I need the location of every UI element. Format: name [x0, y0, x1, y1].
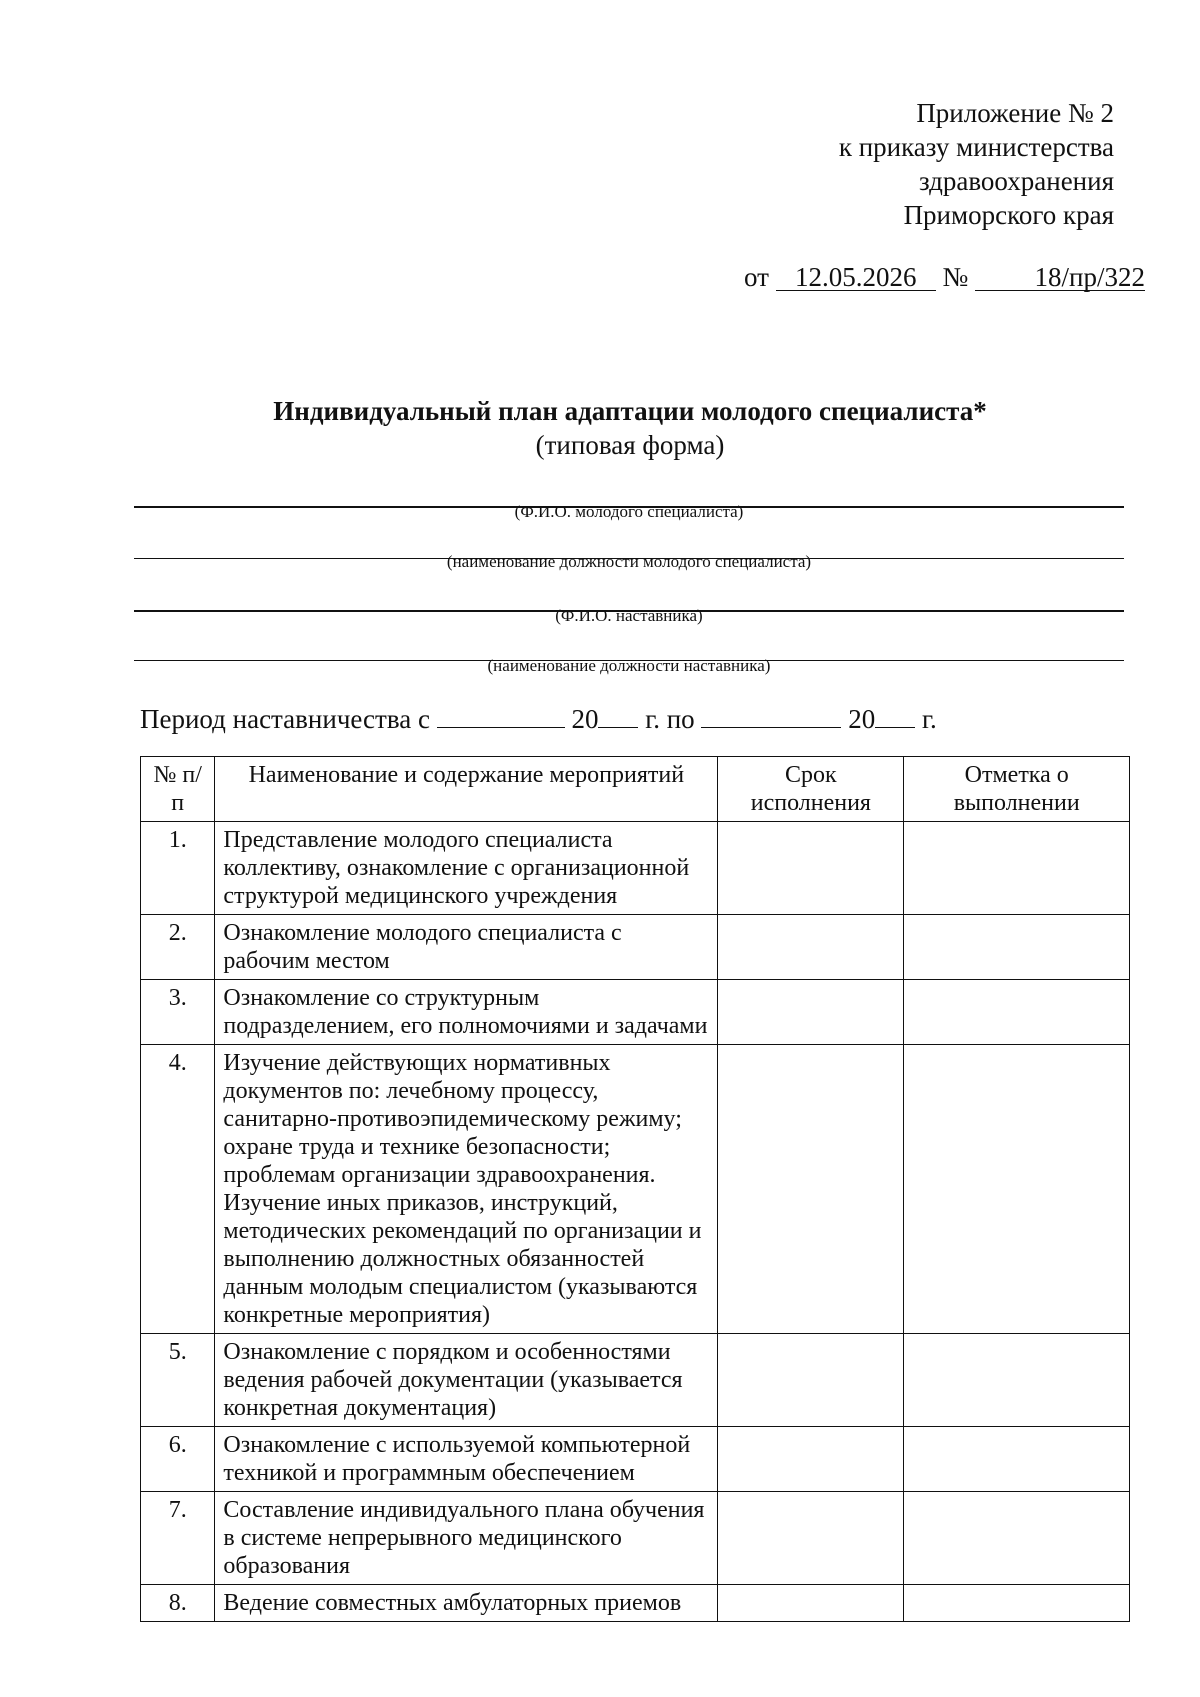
mentor-name-caption: (Ф.И.О. наставника): [555, 606, 703, 625]
row-mark-cell[interactable]: [904, 1427, 1130, 1492]
row-mark-cell[interactable]: [904, 980, 1130, 1045]
table-row: [141, 1585, 1130, 1622]
row-mark-cell[interactable]: [904, 915, 1130, 980]
order-number: 18/пр/322: [975, 264, 1145, 291]
period-year-start: 20: [571, 704, 599, 734]
order-date: 12.05.2026: [776, 264, 936, 291]
table-row: [141, 1427, 1130, 1492]
mentorship-period: [140, 704, 937, 735]
row-text: Ознакомление с используемой компьютерной техникой и программным обеспечением: [215, 1427, 718, 1492]
row-num: 4.: [141, 1045, 215, 1334]
period-start-blank: [437, 705, 565, 728]
row-num: 1.: [141, 822, 215, 915]
row-text: Ознакомление со структурным подразделением, его полномочиями и задачами: [215, 980, 718, 1045]
appendix-line: Приложение № 2: [916, 98, 1114, 128]
header-name: Наименование и содержание мероприятий: [215, 757, 718, 822]
row-num: 7.: [141, 1492, 215, 1585]
row-mark-cell[interactable]: [904, 1334, 1130, 1427]
row-num: 2.: [141, 915, 215, 980]
table-row: [141, 1334, 1130, 1427]
mentee-name-caption: (Ф.И.О. молодого специалиста): [514, 502, 744, 521]
header-num: № п/п: [141, 757, 215, 822]
period-year-start-blank: [598, 705, 638, 728]
row-num: 8.: [141, 1585, 215, 1622]
row-num: 3.: [141, 980, 215, 1045]
row-term-cell[interactable]: [718, 915, 904, 980]
order-reference: [744, 262, 1145, 293]
row-term-cell[interactable]: [718, 980, 904, 1045]
row-mark-cell[interactable]: [904, 822, 1130, 915]
document-title: Индивидуальный план адаптации молодого специалиста*: [273, 396, 987, 426]
table-row: [141, 1492, 1130, 1585]
appendix-header: [714, 96, 1114, 232]
row-mark-cell[interactable]: [904, 1492, 1130, 1585]
row-text: Составление индивидуального плана обучения в системе непрерывного медицинского образования: [215, 1492, 718, 1585]
row-term-cell[interactable]: [718, 1492, 904, 1585]
period-suffix: г.: [921, 704, 937, 734]
mentor-position-caption: (наименование должности наставника): [487, 656, 771, 675]
table-row: [141, 915, 1130, 980]
appendix-line: здравоохранения: [918, 166, 1114, 196]
period-mid: г. по: [645, 704, 695, 734]
appendix-line: к приказу министерства: [838, 132, 1114, 162]
row-term-cell[interactable]: [718, 1585, 904, 1622]
row-num: 5.: [141, 1334, 215, 1427]
header-mark: Отметка о выполнении: [904, 757, 1130, 822]
order-number-label: №: [942, 262, 969, 292]
order-prefix: от: [744, 262, 769, 292]
table-header-row: [141, 757, 1130, 822]
row-num: 6.: [141, 1427, 215, 1492]
period-end-blank: [701, 705, 841, 728]
period-year-end-blank: [875, 705, 915, 728]
period-prefix: Период наставничества с: [140, 704, 430, 734]
row-text: Ознакомление молодого специалиста с рабочим местом: [215, 915, 718, 980]
row-term-cell[interactable]: [718, 822, 904, 915]
row-text: Ведение совместных амбулаторных приемов: [215, 1585, 718, 1622]
appendix-line: Приморского края: [903, 200, 1114, 230]
table-row: [141, 980, 1130, 1045]
period-year-end: 20: [848, 704, 876, 734]
mentee-position-caption: (наименование должности молодого специалиста): [446, 552, 812, 571]
row-term-cell[interactable]: [718, 1334, 904, 1427]
table-row: [141, 1045, 1130, 1334]
row-text: Представление молодого специалиста коллективу, ознакомление с организационной структурой медицинского учреждения: [215, 822, 718, 915]
row-term-cell[interactable]: [718, 1045, 904, 1334]
row-term-cell[interactable]: [718, 1427, 904, 1492]
header-term: Срок исполнения: [718, 757, 904, 822]
table-row: [141, 822, 1130, 915]
document-subtitle: (типовая форма): [535, 430, 725, 460]
row-text: Изучение действующих нормативных документов по: лечебному процессу, санитарно-противоэпидемическому режиму; охране труда и технике безопасности; проблемам организации здравоохранения. Изучение иных приказов, инструкций, методических рекомендаций по организации и выполнению должностных обязанностей данным молодым специалистом (указываются конкретные мероприятия): [215, 1045, 718, 1334]
row-mark-cell[interactable]: [904, 1585, 1130, 1622]
row-mark-cell[interactable]: [904, 1045, 1130, 1334]
adaptation-plan-table: [140, 756, 1130, 1622]
row-text: Ознакомление с порядком и особенностями ведения рабочей документации (указывается конкретная документация): [215, 1334, 718, 1427]
